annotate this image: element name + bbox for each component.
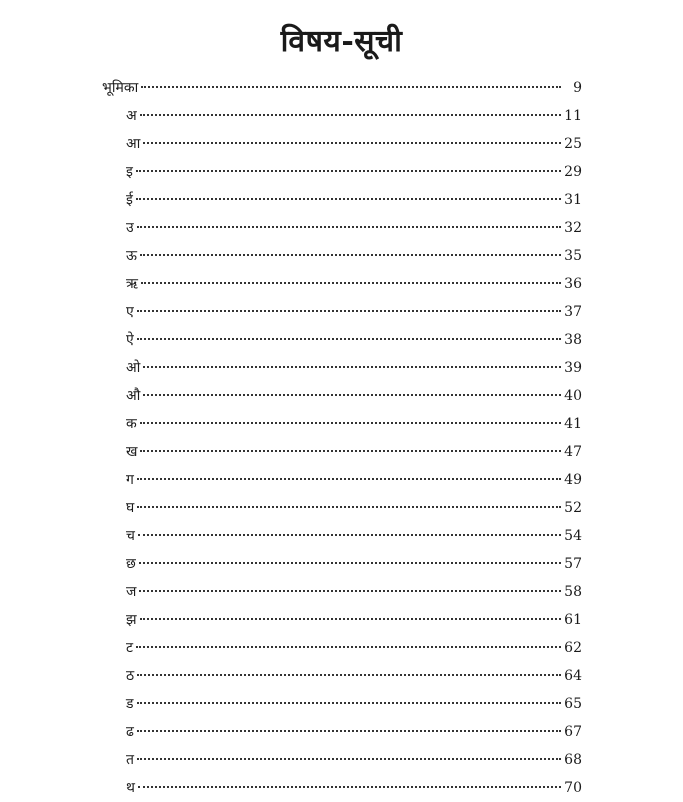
toc-entry-page-number: 52 (564, 500, 582, 516)
toc-entry-label: ट (126, 640, 134, 656)
toc-entry-page-number: 64 (564, 668, 582, 684)
toc-entry (102, 522, 582, 550)
toc-entry (102, 102, 582, 130)
toc-entry-label: भूमिका (102, 80, 139, 96)
toc-entry-label: ग (126, 472, 134, 488)
toc-entry-label: क (126, 416, 137, 432)
toc-entry (102, 214, 582, 242)
toc-entry-label: ऐ (126, 332, 134, 348)
toc-entry-page-number: 38 (564, 332, 582, 348)
dot-leader (137, 226, 561, 228)
toc-entry-page-number: 68 (564, 752, 582, 768)
toc-entry-page-number: 62 (564, 640, 582, 656)
toc-entry-page-number: 57 (564, 556, 582, 572)
dot-leader (143, 142, 561, 144)
toc-entry-label: ऋ (126, 276, 138, 292)
toc-entry-page-number: 32 (564, 220, 582, 236)
dot-leader (138, 786, 561, 788)
toc-entry-page-number: 47 (564, 444, 582, 460)
dot-leader (141, 282, 561, 284)
dot-leader (140, 114, 561, 116)
toc-entry-label: ज (126, 584, 137, 600)
dot-leader (140, 254, 561, 256)
dot-leader (140, 450, 561, 452)
dot-leader (137, 730, 561, 732)
toc-entry (102, 578, 582, 606)
toc-entry-label: औ (126, 388, 141, 404)
toc-entry (102, 690, 582, 718)
toc-entry-page-number: 9 (573, 80, 582, 96)
toc-entry-page-number: 25 (564, 136, 582, 152)
toc-entry-label: ओ (126, 360, 141, 376)
toc-entry-page-number: 61 (564, 612, 582, 628)
dot-leader (136, 198, 561, 200)
dot-leader (137, 758, 561, 760)
dot-leader (140, 422, 561, 424)
toc-entry (102, 746, 582, 774)
toc-entry-page-number: 11 (564, 108, 582, 124)
toc-entry-label: झ (126, 612, 137, 628)
toc-entry (102, 158, 582, 186)
dot-leader (137, 674, 561, 676)
toc-entry-label: ऊ (126, 248, 137, 264)
toc-entry (102, 74, 582, 102)
dot-leader (141, 86, 561, 88)
toc-entry-label: ड (126, 696, 134, 712)
dot-leader (137, 310, 561, 312)
dot-leader (143, 366, 561, 368)
toc-entry-label: घ (126, 500, 135, 516)
toc-entry-label: ए (126, 304, 134, 320)
toc-entry-label: ख (126, 444, 138, 460)
toc-entry-page-number: 58 (564, 584, 582, 600)
toc-entry-page-number: 49 (564, 472, 582, 488)
page-title: विषय-सूची (280, 24, 403, 60)
toc-entry-label: ढ (126, 724, 134, 740)
dot-leader (139, 590, 561, 592)
toc-entry-label: छ (126, 556, 136, 572)
toc-entry (102, 466, 582, 494)
toc-entry (102, 718, 582, 746)
toc-entry (102, 326, 582, 354)
dot-leader (137, 338, 561, 340)
dot-leader (137, 702, 562, 704)
toc-entry-label: इ (126, 164, 133, 180)
toc-entry (102, 130, 582, 158)
toc-entry-page-number: 67 (564, 724, 582, 740)
toc-entry (102, 298, 582, 326)
toc-entry-page-number: 35 (564, 248, 582, 264)
toc-entry (102, 382, 582, 410)
toc-entry (102, 410, 582, 438)
toc-entry-page-number: 40 (564, 388, 582, 404)
toc-entry-page-number: 39 (564, 360, 582, 376)
toc-entry-label: ई (126, 192, 133, 208)
toc-entry (102, 354, 582, 382)
toc-entry-label: च (126, 528, 135, 544)
toc-entry-page-number: 65 (564, 696, 582, 712)
dot-leader (143, 394, 561, 396)
toc-entry-page-number: 41 (564, 416, 582, 432)
dot-leader (139, 562, 561, 564)
toc-entry-page-number: 36 (564, 276, 582, 292)
dot-leader (136, 170, 561, 172)
dot-leader (138, 534, 561, 536)
toc-entry (102, 606, 582, 634)
dot-leader (136, 646, 561, 648)
toc-entry-label: त (126, 752, 134, 768)
toc-entry (102, 242, 582, 270)
toc-entry-label: आ (126, 136, 141, 152)
table-of-contents (102, 74, 582, 802)
dot-leader (137, 506, 561, 508)
toc-entry (102, 494, 582, 522)
toc-entry-page-number: 54 (564, 528, 582, 544)
toc-entry (102, 186, 582, 214)
toc-entry-page-number: 31 (564, 192, 582, 208)
toc-entry (102, 634, 582, 662)
dot-leader (137, 478, 561, 480)
toc-entry-label: उ (126, 220, 134, 236)
toc-entry-page-number: 37 (564, 304, 582, 320)
toc-entry-label: थ (126, 780, 135, 796)
toc-entry (102, 438, 582, 466)
dot-leader (140, 618, 561, 620)
toc-entry-page-number: 29 (564, 164, 582, 180)
toc-entry (102, 550, 582, 578)
toc-entry (102, 270, 582, 298)
toc-entry-label: अ (126, 108, 137, 124)
toc-entry (102, 662, 582, 690)
toc-entry-label: ठ (126, 668, 135, 684)
toc-entry-page-number: 70 (564, 780, 582, 796)
toc-entry (102, 774, 582, 802)
